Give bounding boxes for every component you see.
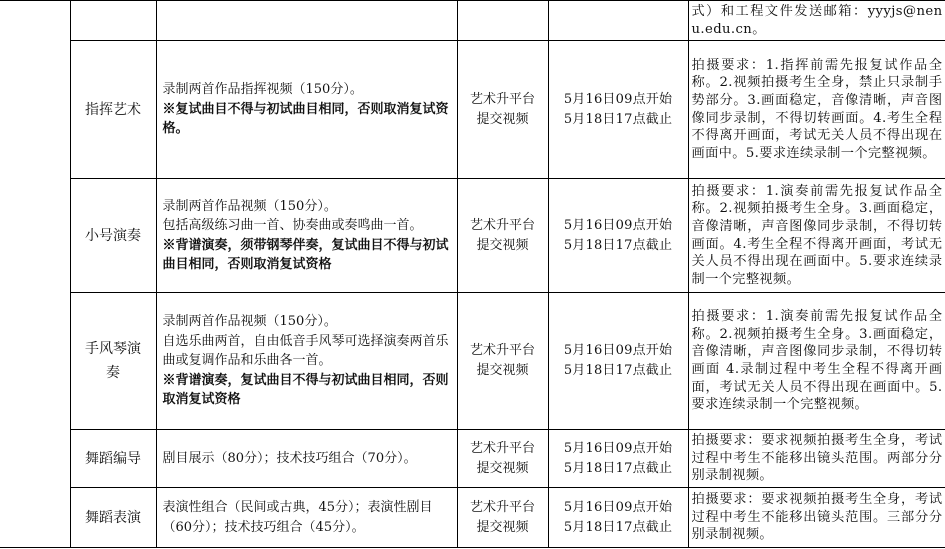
content-note: ※复试曲目不得与初试曲目相同，否则取消复试资格。 [162,101,449,137]
major-name [70,1,156,41]
major-name: 舞蹈编导 [70,430,156,488]
method-line: 提交视频 [476,363,529,378]
exam-content [156,293,457,430]
exam-content [156,1,457,41]
submit-time [548,293,688,430]
submit-time [548,1,688,41]
method-line: 艺术升平台 [469,499,535,515]
time-end: 5月18日17点截止 [563,237,673,253]
table-row [0,41,945,179]
time-start: 5月16日09点开始 [563,440,673,456]
method-line: 提交视频 [476,111,529,127]
time-start: 5月16日09点开始 [563,499,673,515]
time-start: 5月16日09点开始 [563,343,673,358]
table-row [0,293,945,430]
major-name: 舞蹈表演 [70,488,156,548]
submit-time [548,430,688,488]
time-start: 5月16日09点开始 [563,217,673,233]
major-name: 手风琴演奏 [70,293,156,430]
time-start: 5月16日09点开始 [563,91,673,107]
time-end: 5月18日17点截止 [563,519,673,535]
shooting-requirements: 式）和工程文件发送邮箱：yyyjs@nenu.edu.cn。 [688,1,945,41]
category-cell [0,1,70,548]
time-end: 5月18日17点截止 [563,460,673,476]
content-line: 录制两首作品视频（150分）。 [162,314,337,330]
shooting-requirements: 拍摄要求：1.演奏前需先报复试作品全称。2.视频拍摄考生全身。3.画面稳定，音像清晰，声音图像同步录制，不得切转画面。4.考生全程不得离开画面，考试无关人员不得出现在画面中。5.要求连续录制一个完整视频。 [688,179,945,293]
shooting-requirements: 拍摄要求：要求视频拍摄考生全身，考试过程中考生不能移出镜头范围。三部分分别录制视频。 [688,488,945,548]
submit-time [548,488,688,548]
submit-method [457,488,548,548]
method-line: 艺术升平台 [469,343,535,358]
time-end: 5月18日17点截止 [563,363,673,378]
content-note: ※背谱演奏，复试曲目不得与初试曲目相同，否则取消复试资格 [162,372,449,408]
content-line: 包括高级练习曲一首、协奏曲或奏鸣曲一首。 [162,218,423,233]
method-line: 提交视频 [476,237,529,253]
shooting-requirements: 拍摄要求：1.演奏前需先报复试作品全称。2.视频拍摄考生全身。3.画面稳定，音像清晰，声音图像同步录制，不得切转画面 4.录制过程中考生全程不得离开画面，考试无关人员不得出现在画面中。5.要求连续录制一个完整视频。 [688,293,945,430]
table-row [0,488,945,548]
content-line: 录制两首作品视频（150分）。 [162,198,337,214]
submit-method [457,293,548,430]
submit-time [548,41,688,179]
major-name: 小号演奏 [70,179,156,293]
exam-content [156,41,457,179]
method-line: 艺术升平台 [469,91,535,107]
content-line: 表演性组合（民间或古典，45分）；表演性剧目（60分）；技术技巧组合（45分）。 [162,500,433,535]
content-line: 录制两首作品指挥视频（150分）。 [162,82,363,98]
method-line: 艺术升平台 [469,217,535,233]
submit-time [548,179,688,293]
method-line: 提交视频 [476,519,529,535]
submit-method [457,41,548,179]
exam-content [156,488,457,548]
method-line: 提交视频 [476,460,529,476]
table-row [0,179,945,293]
submit-method [457,179,548,293]
submit-method [457,430,548,488]
content-line: 剧目展示（80分）；技术技巧组合（70分）。 [162,450,417,466]
table-row [0,430,945,488]
shooting-requirements: 拍摄要求：1.指挥前需先报复试作品全称。2.视频拍摄考生全身，禁止只录制手势部分。3.画面稳定，音像清晰，声音图像同步录制，不得切转画面。4.考生全程不得离开画面，考试无关人员不得出现在画面中。5.要求连续录制一个完整视频。 [688,41,945,179]
content-line: 自选乐曲两首，自由低音手风琴可选择演奏两首乐曲或复调作品和乐曲各一首。 [162,333,449,369]
exam-content [156,179,457,293]
shooting-requirements: 拍摄要求：要求视频拍摄考生全身，考试过程中考生不能移出镜头范围。两部分分别录制视频。 [688,430,945,488]
content-note: ※背谱演奏，须带钢琴伴奏，复试曲目不得与初试曲目相同，否则取消复试资格 [162,237,449,272]
submit-method [457,1,548,41]
method-line: 艺术升平台 [469,440,535,456]
major-name: 指挥艺术 [70,41,156,179]
time-end: 5月18日17点截止 [563,111,673,127]
exam-content [156,430,457,488]
table-row [0,1,945,41]
